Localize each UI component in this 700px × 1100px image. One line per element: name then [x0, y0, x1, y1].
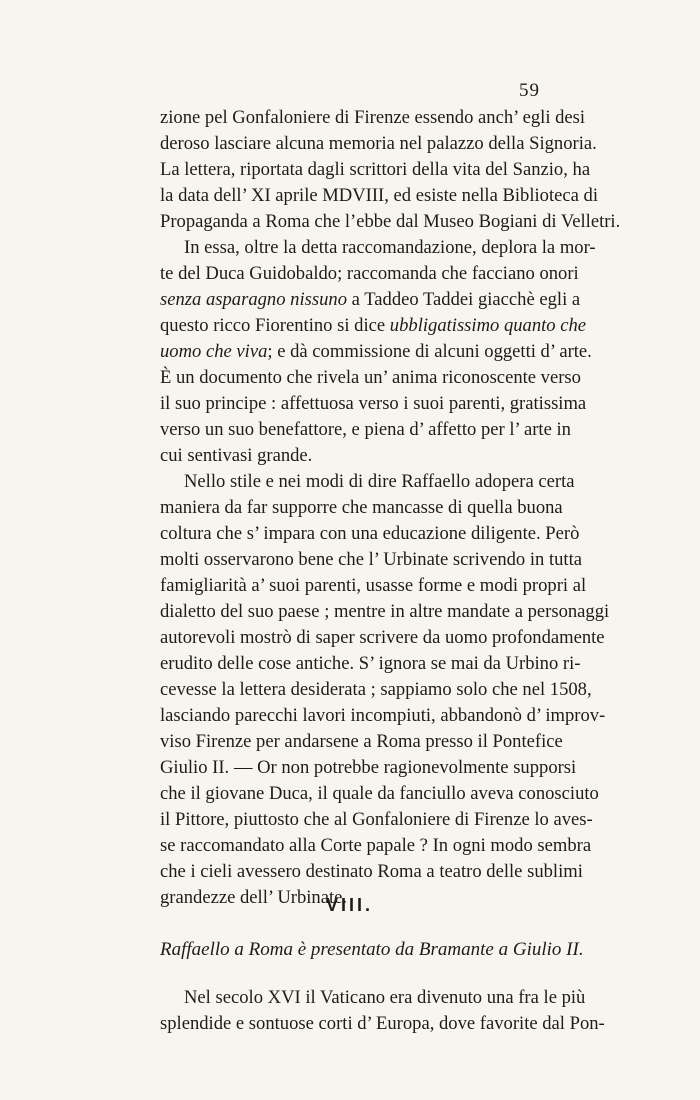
- text-segment: questo ricco Fiorentino si dice: [160, 315, 390, 336]
- text-segment: Giulio II. — Or non potrebbe ragionevolmente supporsi: [160, 757, 577, 778]
- text-segment: splendide e sontuose corti d’ Europa, dove favorite dal Pon-: [160, 1013, 605, 1034]
- text-segment: che i cieli avessero destinato Roma a teatro delle sublimi: [160, 861, 583, 882]
- text-segment: maniera da far supporre che mancasse di quella buona: [160, 497, 563, 518]
- text-segment: a Taddeo Taddei giacchè egli a: [347, 289, 581, 310]
- text-segment: Propaganda a Roma che l’ebbe dal Museo Bogiani di Velletri.: [160, 211, 621, 232]
- text-segment: autorevoli mostrò di saper scrivere da uomo profondamente: [160, 627, 605, 648]
- text-block-main: [160, 105, 621, 911]
- text-line: [160, 339, 592, 365]
- text-segment: cui sentivasi grande.: [160, 445, 313, 466]
- text-line: [160, 547, 583, 573]
- text-line: [160, 443, 539, 469]
- text-line: [160, 703, 606, 729]
- text-segment: se raccomandato alla Corte papale ? In ogni modo sembra: [160, 835, 592, 856]
- text-line: [160, 729, 563, 755]
- text-line: [160, 833, 592, 859]
- text-line: [160, 235, 596, 261]
- text-line: [160, 755, 577, 781]
- text-segment: Nel secolo XVI il Vaticano era divenuto una fra le più: [184, 987, 586, 1008]
- text-line: [160, 1011, 605, 1037]
- text-segment: ; e dà commissione di alcuni oggetti d’ arte.: [267, 341, 592, 362]
- text-segment: La lettera, riportata dagli scrittori della vita del Sanzio, ha: [160, 159, 591, 180]
- text-line: [160, 781, 599, 807]
- text-segment: che il giovane Duca, il quale da fanciullo aveva conosciuto: [160, 783, 599, 804]
- text-line: [160, 677, 592, 703]
- text-segment: È un documento che rivela un’ anima riconoscente verso: [160, 367, 581, 388]
- text-line: [160, 365, 581, 391]
- text-line: [160, 157, 591, 183]
- text-line: [160, 313, 587, 339]
- text-segment: famigliarità a’ suoi parenti, usasse forme e modi propri al: [160, 575, 587, 596]
- text-segment: il Pittore, piuttosto che al Gonfaloniere di Firenze lo aves-: [160, 809, 593, 830]
- text-line: [160, 209, 621, 235]
- text-line: [160, 287, 581, 313]
- text-segment: verso un suo benefattore, e piena d’ affetto per l’ arte in: [160, 419, 571, 440]
- text-segment: deroso lasciare alcuna memoria nel palazzo della Signoria.: [160, 133, 597, 154]
- text-line: [160, 183, 598, 209]
- italic-text: ubbligatissimo quanto che: [389, 315, 587, 336]
- text-segment: il suo principe : affettuosa verso i suoi parenti, gratissima: [160, 393, 587, 414]
- text-line: [160, 495, 563, 521]
- text-line: [160, 985, 586, 1011]
- text-line: [160, 807, 593, 833]
- text-segment: erudito delle cose antiche. S’ ignora se mai da Urbino ri-: [160, 653, 581, 674]
- text-segment: molti osservarono bene che l’ Urbinate scrivendo in tutta: [160, 549, 583, 570]
- text-segment: Nello stile e nei modi di dire Raffaello adopera certa: [184, 471, 575, 492]
- text-line: [160, 131, 597, 157]
- section-title: Raffaello a Roma è presentato da Bramante a Giulio II.: [160, 939, 584, 960]
- text-segment: cevesse la lettera desiderata ; sappiamo solo che nel 1508,: [160, 679, 592, 700]
- text-line: [160, 391, 587, 417]
- text-segment: coltura che s’ impara con una educazione diligente. Però: [160, 523, 580, 544]
- section-number: VIII.: [325, 895, 373, 915]
- text-segment: te del Duca Guidobaldo; raccomanda che facciano onori: [160, 263, 579, 284]
- text-line: [160, 859, 583, 885]
- text-line: [160, 651, 581, 677]
- text-segment: lasciando parecchi lavori incompiuti, abbandonò d’ improv-: [160, 705, 606, 726]
- text-line: [160, 261, 579, 287]
- text-line: [160, 573, 587, 599]
- text-segment: grandezze dell’ Urbinate.: [160, 887, 348, 908]
- text-block-next: [160, 985, 605, 1037]
- text-segment: viso Firenze per andarsene a Roma presso il Pontefice: [160, 731, 563, 752]
- text-line: [160, 599, 610, 625]
- text-line: [160, 469, 575, 495]
- text-line: [160, 625, 605, 651]
- text-segment: la data dell’ XI aprile MDVIII, ed esiste nella Biblioteca di: [160, 185, 598, 206]
- text-segment: In essa, oltre la detta raccomandazione, deplora la mor-: [184, 237, 596, 258]
- text-segment: zione pel Gonfaloniere di Firenze essendo anch’ egli desi: [160, 107, 586, 128]
- text-line: [160, 417, 571, 443]
- text-line: [160, 105, 586, 131]
- text-segment: dialetto del suo paese ; mentre in altre mandate a personaggi: [160, 601, 610, 622]
- page-number: 59: [519, 80, 540, 101]
- italic-text: uomo che viva: [160, 341, 268, 362]
- italic-text: senza asparagno nissuno: [160, 289, 347, 310]
- text-line: [160, 521, 580, 547]
